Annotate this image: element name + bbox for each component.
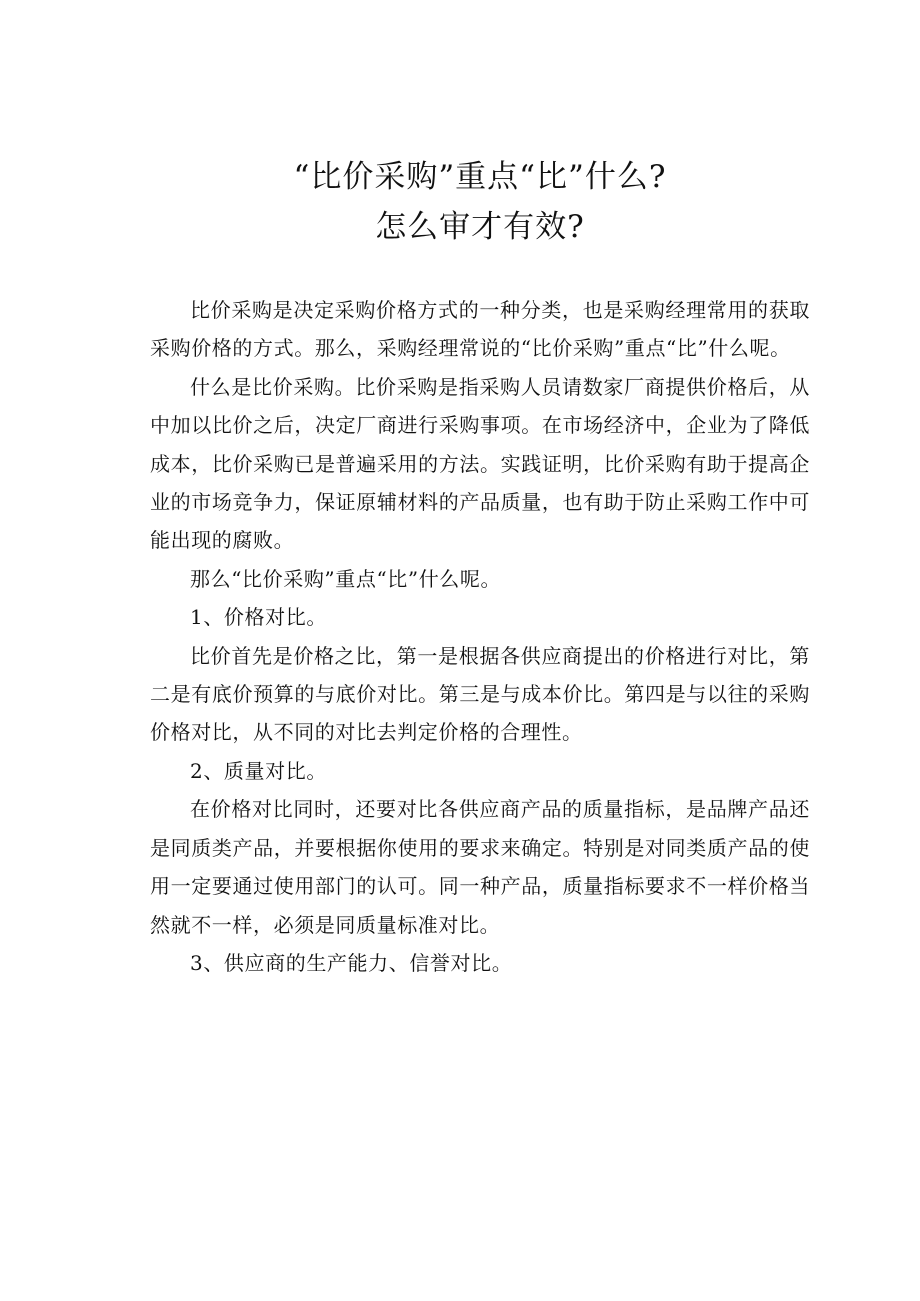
paragraph-definition: 什么是比价采购。比价采购是指采购人员请数家厂商提供价格后，从中加以比价之后，决定厂商进行采购事项。在市场经济中，企业为了降低成本，比价采购已是普遍采用的方法。实践证明，比价采购有助于提高企业的市场竞争力，保证原辅材料的产品质量，也有助于防止采购工作中可能出现的腐败。 [150,374,810,553]
section-heading-price: 1、价格对比。 [190,605,327,630]
paragraph-quality: 在价格对比同时，还要对比各供应商产品的质量指标，是品牌产品还是同质类产品，并要根据你使用的要求来确定。特别是对同类质产品的使用一定要通过使用部门的认可。同一种产品，质量指标要求不一样价格当然就不一样，必须是同质量标准对比。 [150,797,810,937]
section-heading-supplier: 3、供应商的生产能力、信誉对比。 [190,950,513,975]
document-body [150,291,810,982]
paragraph-question: 那么“比价采购”重点“比”什么呢。 [190,566,502,591]
paragraph-intro: 比价采购是决定采购价格方式的一种分类，也是采购经理常用的获取采购价格的方式。那么，采购经理常说的“比价采购”重点“比”什么呢。 [150,298,810,361]
document-title [150,152,810,252]
title-line-1: “比价采购”重点“比”什么? [293,159,667,195]
section-heading-quality: 2、质量对比。 [190,758,327,783]
paragraph-price: 比价首先是价格之比，第一是根据各供应商提出的价格进行对比，第二是有底价预算的与底价对比。第三是与成本价比。第四是与以往的采购价格对比，从不同的对比去判定价格的合理性。 [150,643,810,745]
title-line-2: 怎么审才有效? [375,209,585,245]
